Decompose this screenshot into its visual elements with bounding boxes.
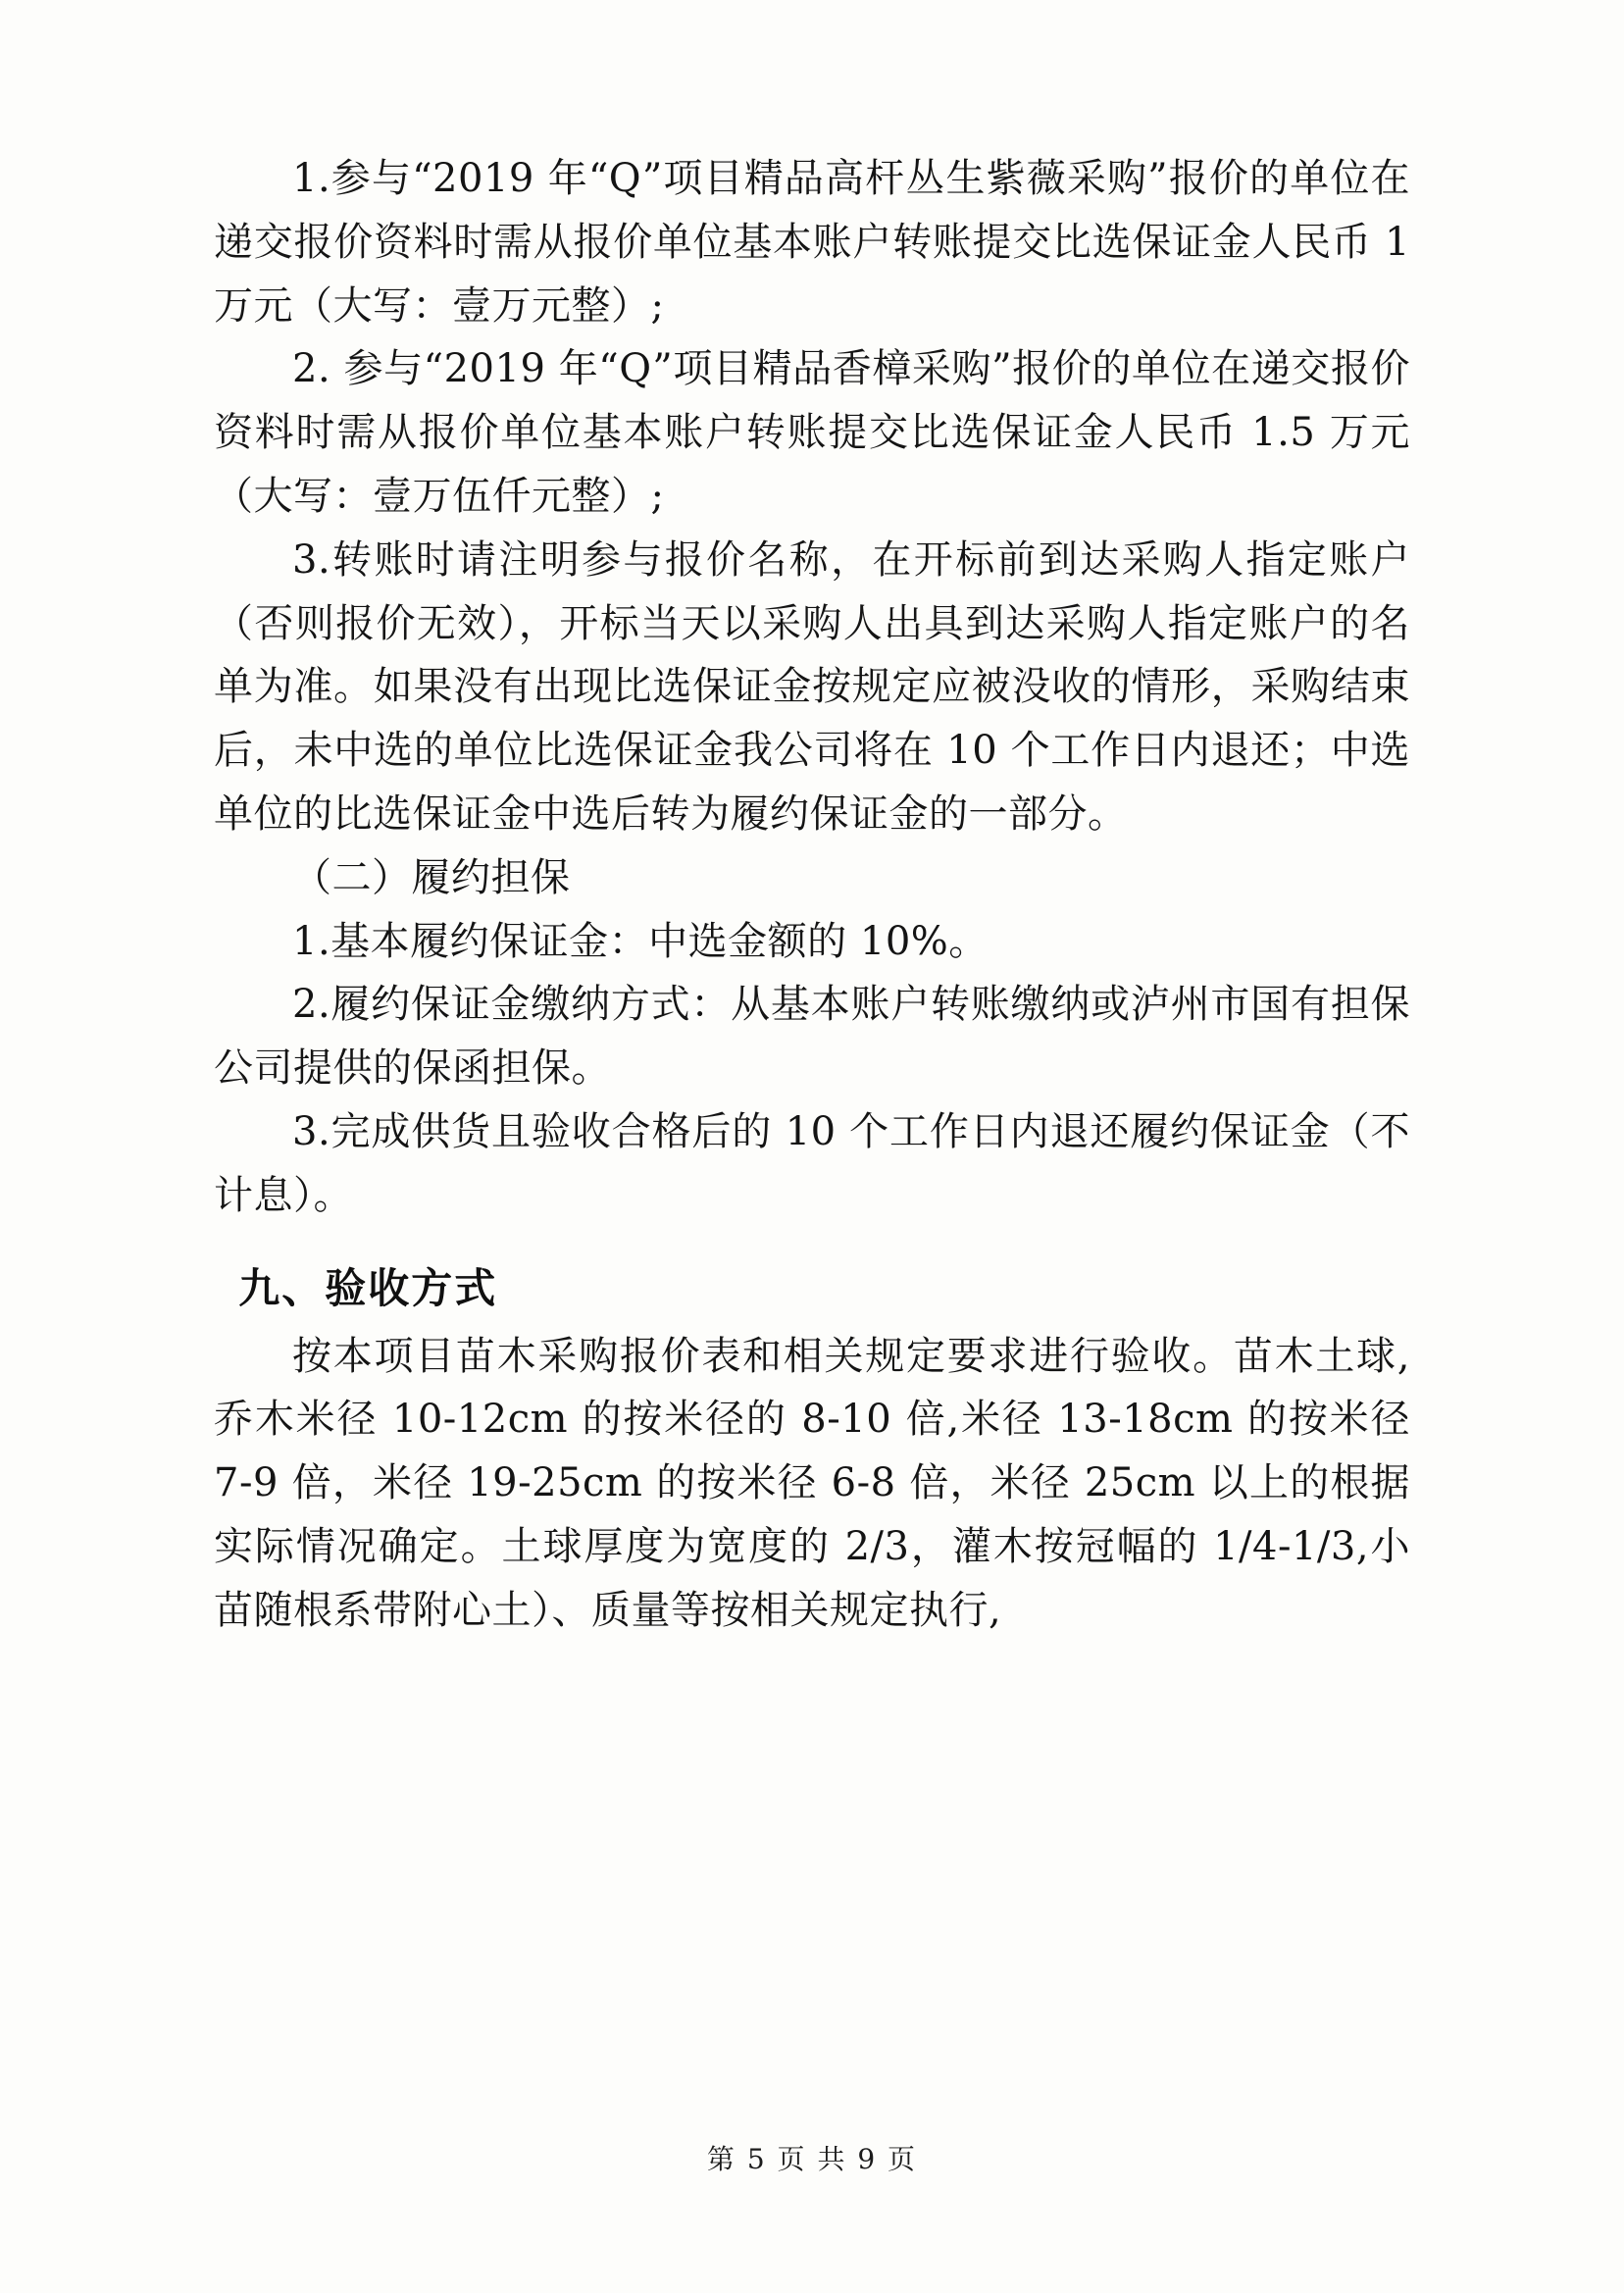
paragraph-performance-item-1: 1.基本履约保证金：中选金额的 10%。 bbox=[292, 918, 989, 964]
paragraph-deposit-item-1: 1.参与“2019 年“Q”项目精品高杆丛生紫薇采购”报价的单位在递交报价资料时需从报价单位基本账户转账提交比选保证金人民币 1 万元（大写：壹万元整）; bbox=[214, 156, 1410, 329]
section-heading-acceptance-method: 九、验收方式 bbox=[238, 1263, 498, 1312]
paragraph-performance-item-2: 2.履约保证金缴纳方式：从基本账户转账缴纳或泸州市国有担保公司提供的保函担保。 bbox=[214, 982, 1410, 1092]
paragraph-performance-item-3: 3.完成供货且验收合格后的 10 个工作日内退还履约保证金（不计息）。 bbox=[214, 1108, 1410, 1218]
paragraph-deposit-item-2: 2. 参与“2019 年“Q”项目精品香樟采购”报价的单位在递交报价资料时需从报价单位基本账户转账提交比选保证金人民币 1.5 万元（大写：壹万伍仟元整）; bbox=[214, 346, 1410, 519]
paragraph-performance-guarantee-title: （二）履约担保 bbox=[292, 854, 571, 900]
paragraph-deposit-item-3: 3.转账时请注明参与报价名称，在开标前到达采购人指定账户（否则报价无效），开标当天以采购人出具到达采购人指定账户的名单为准。如果没有出现比选保证金按规定应被没收的情形，采购结束后，未中选的单位比选保证金我公司将在 10 个工作日内退还；中选单位的比选保证金中选后转为履约保证金的一部分。 bbox=[214, 536, 1410, 837]
document-body bbox=[214, 147, 1410, 1643]
page-footer: 第 5 页 共 9 页 bbox=[706, 2143, 918, 2175]
paragraph-acceptance-detail: 按本项目苗木采购报价表和相关规定要求进行验收。苗木土球,乔木米径 10-12cm 的按米径的 8-10 倍,米径 13-18cm 的按米径 7-9 倍，米径 19-25cm 的按米径 6-8 倍，米径 25cm 以上的根据实际情况确定。土球厚度为宽度的 2/3，灌木按冠幅的 1/4-1/3,小苗随根系带附心土）、质量等按相关规定执行, bbox=[214, 1333, 1410, 1633]
